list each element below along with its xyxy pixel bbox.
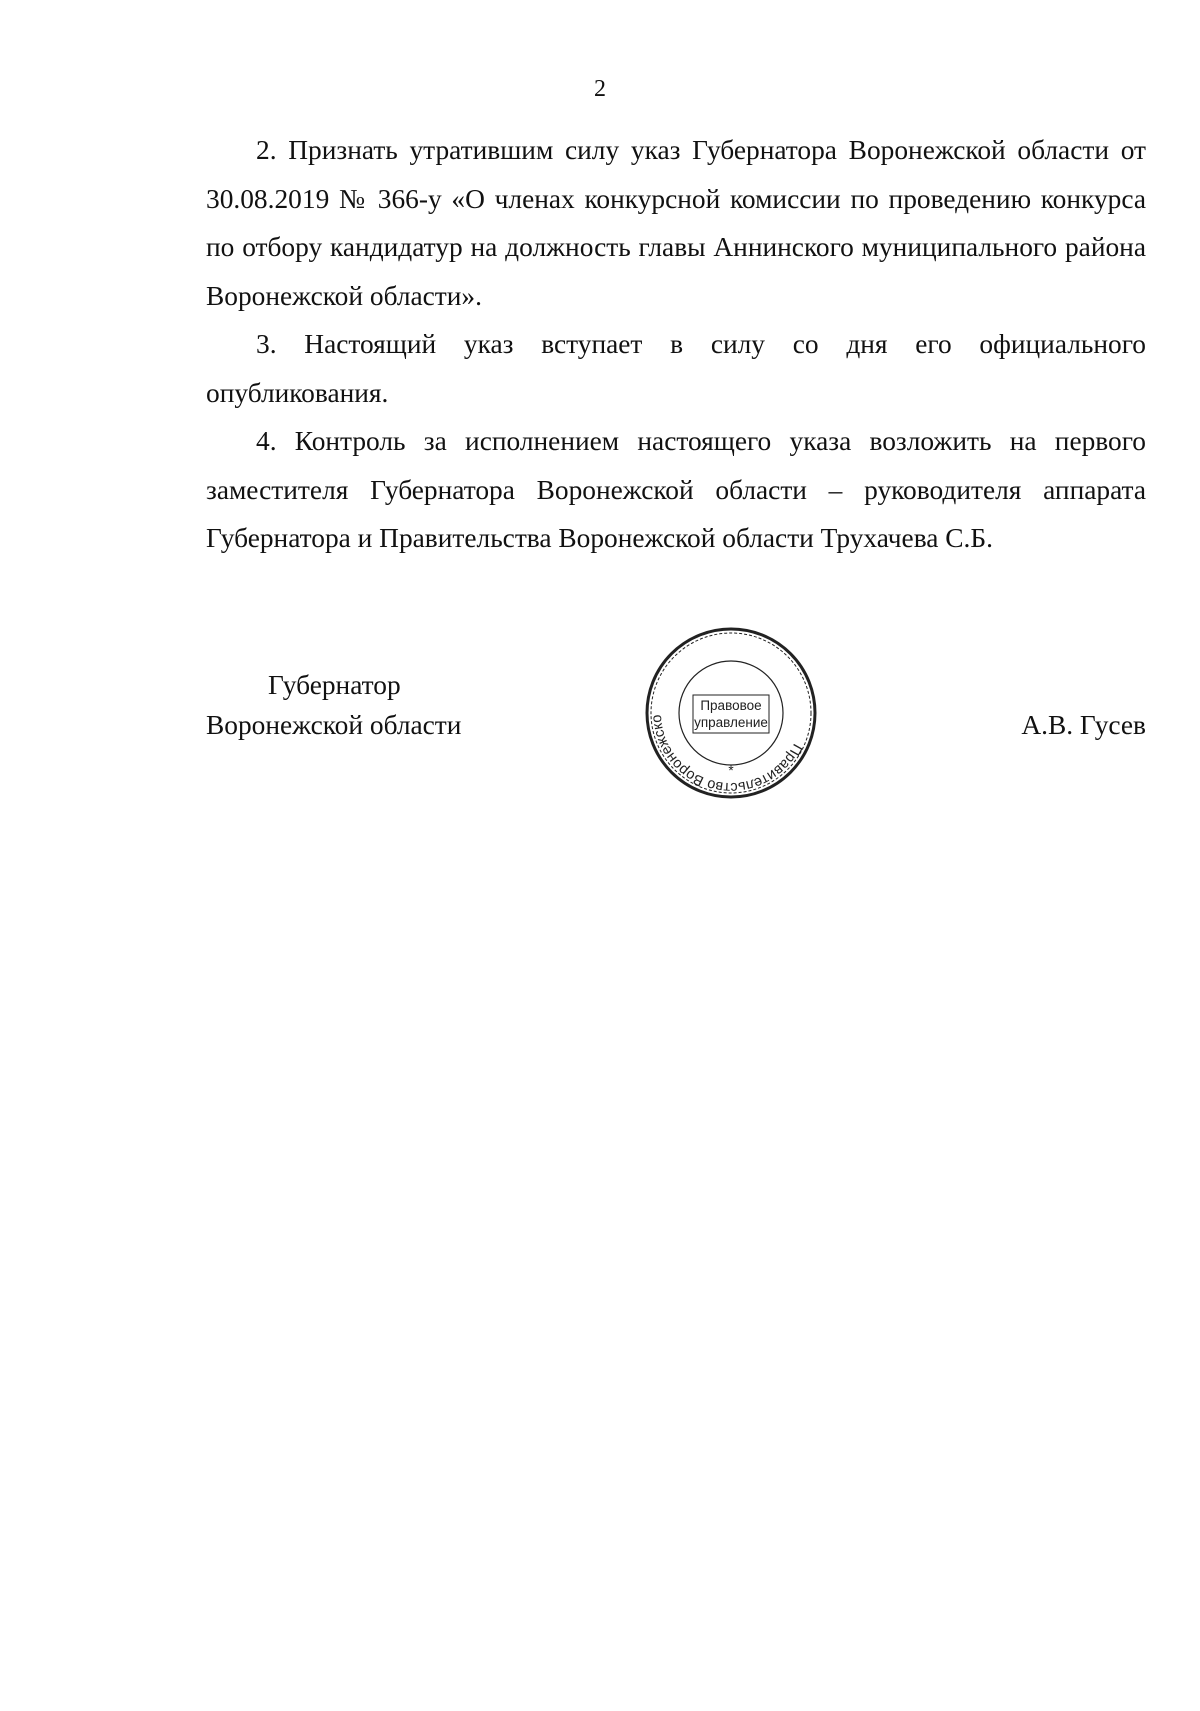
stamp-star: *: [728, 763, 734, 778]
signatory-title-line1: Губернатор: [268, 670, 401, 700]
paragraph-3: 3. Настоящий указ вступает в силу со дня его официального опубликования.: [206, 329, 1146, 408]
page-number: 2: [594, 76, 606, 102]
official-stamp: [643, 625, 819, 801]
stamp-inner-line1: Правовое: [700, 698, 762, 713]
paragraph-4: 4. Контроль за исполнением настоящего указа возложить на первого заместителя Губернатора Воронежской области – руководителя аппарата Губернатора и Правительства Воронежской области Трухачева С.Б.: [206, 426, 1146, 553]
stamp-inner-ring: [679, 661, 783, 765]
signatory-title: [206, 665, 461, 745]
stamp-seal-graphic: [643, 625, 819, 801]
signatory-title-line2: Воронежской области: [206, 710, 462, 740]
stamp-inner-line2: управление: [694, 715, 768, 730]
signatory-name: А.В. Гусев: [1021, 710, 1146, 740]
stamp-outer-text: Правительство Воронежско: [648, 714, 805, 796]
paragraph-2: 2. Признать утратившим силу указ Губернатора Воронежской области от 30.08.2019 № 366-у «О членах конкурсной комиссии по проведению конкурса по отбору кандидатур на должность главы Аннинского муниципального района Воронежской области».: [206, 135, 1146, 311]
document-body: [206, 126, 1146, 563]
